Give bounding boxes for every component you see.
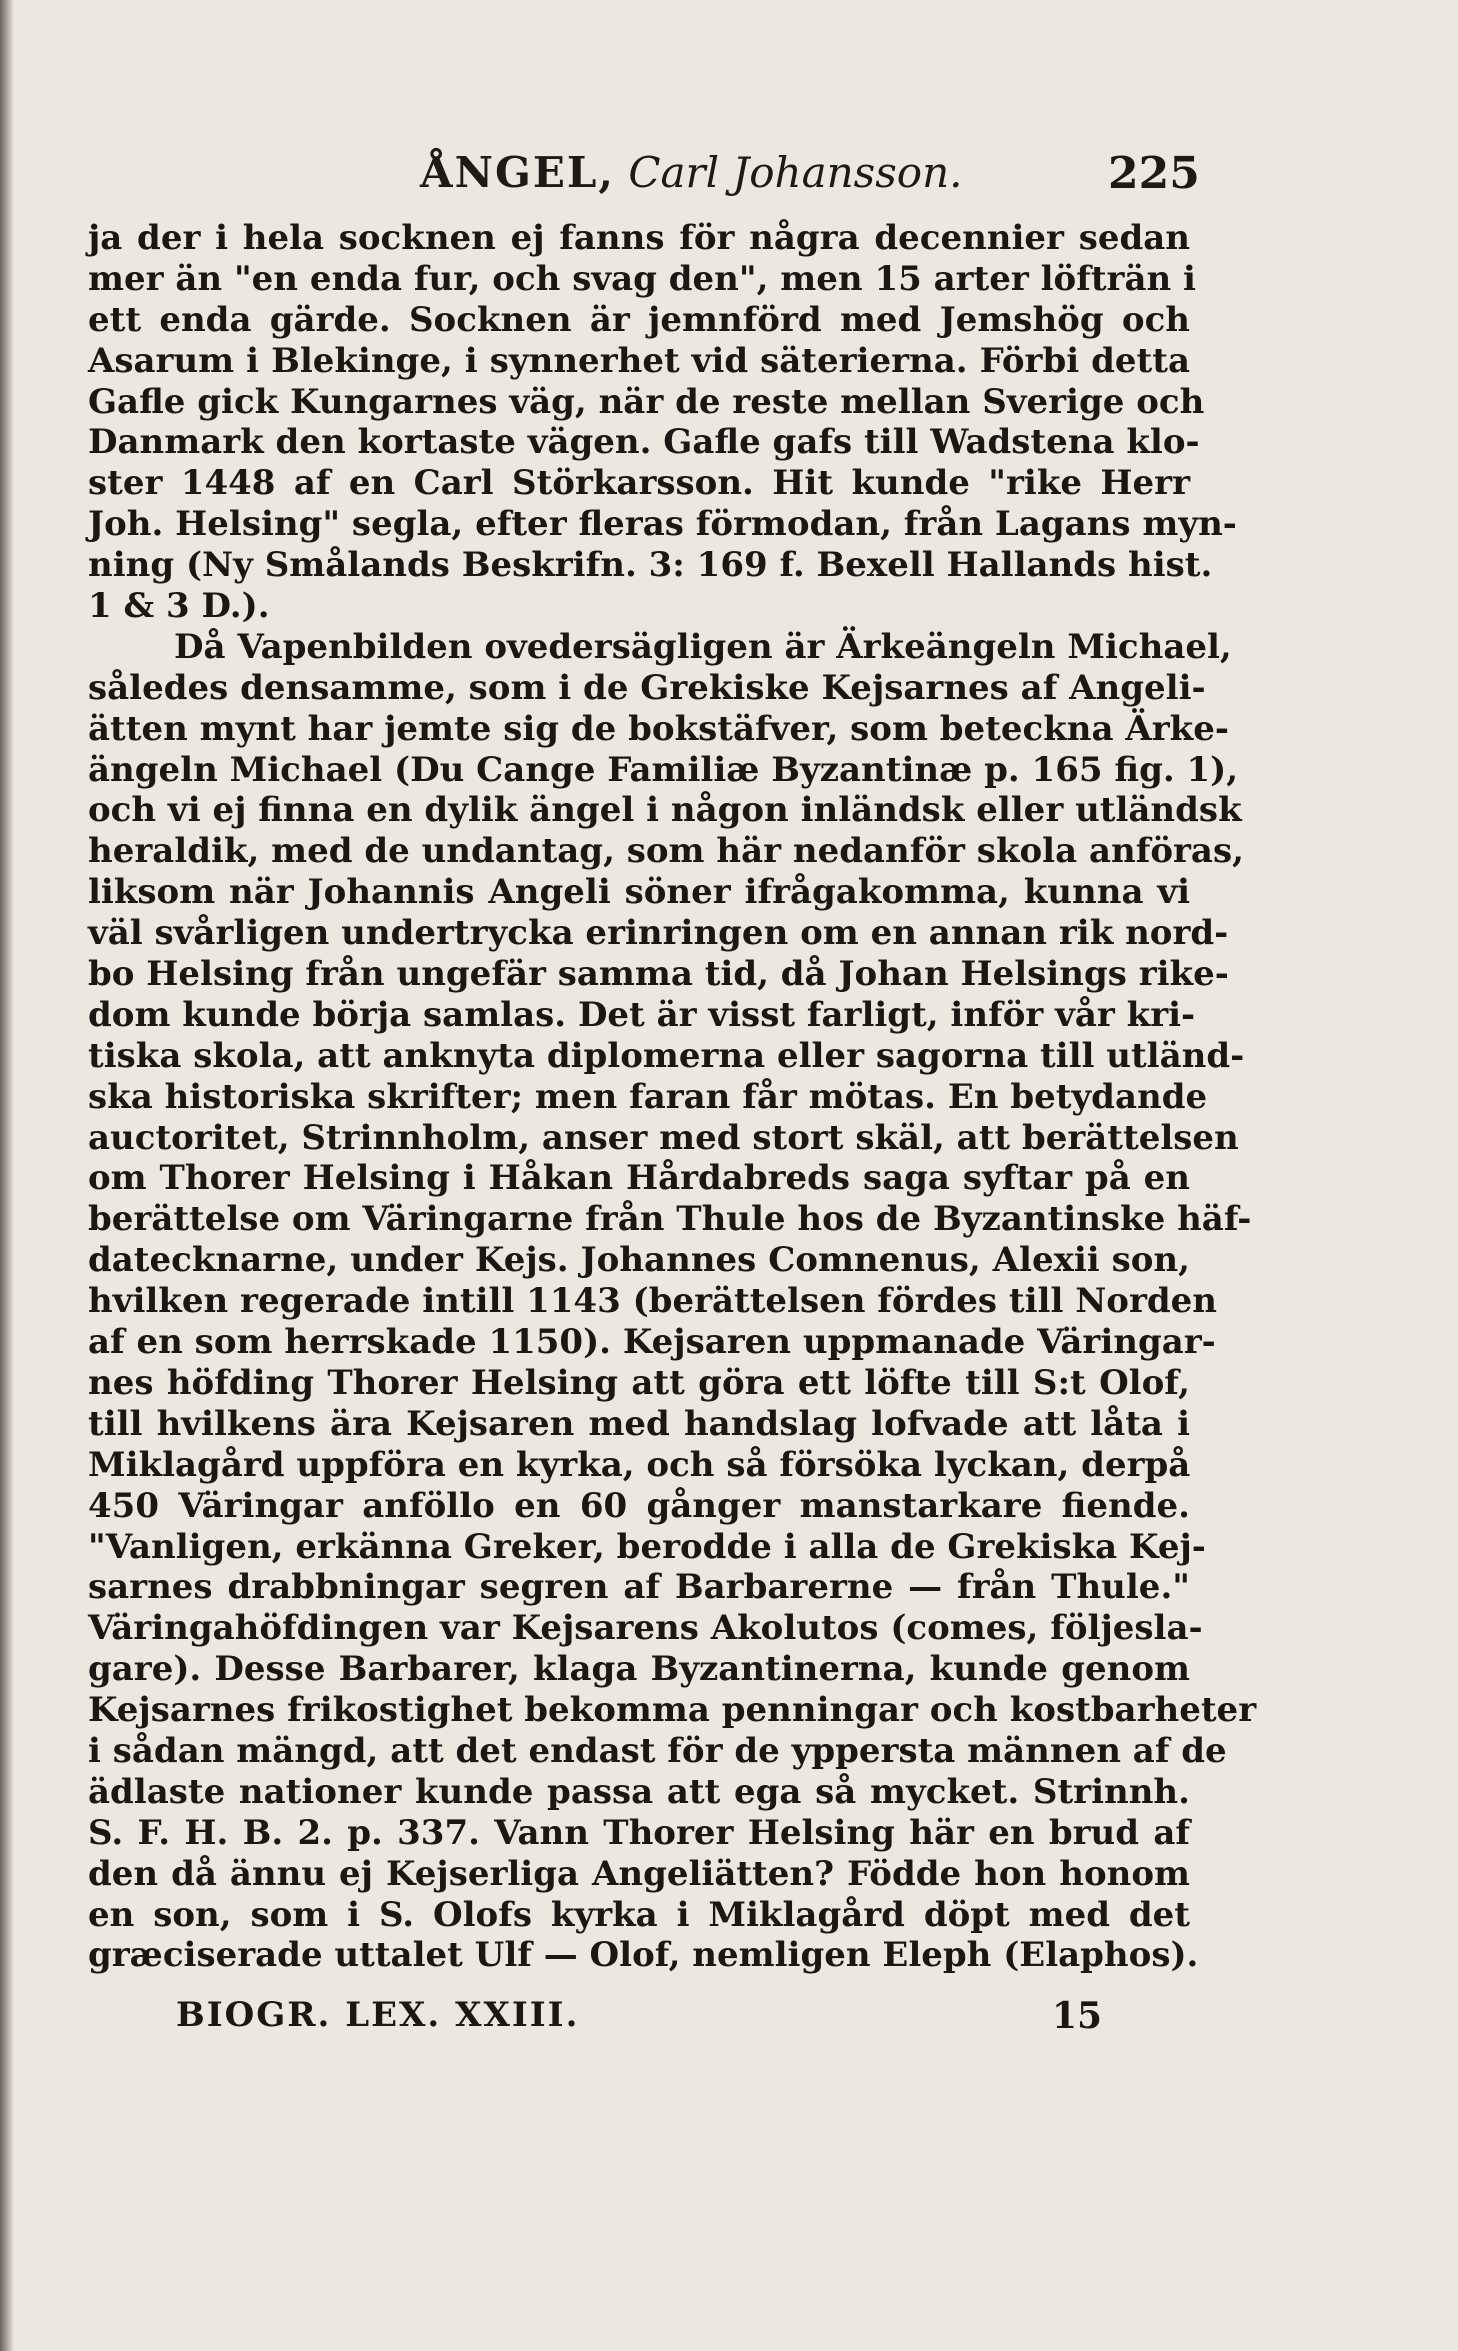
text-line: ning (Ny Smålands Beskrifn. 3: 169 f. Bexell Hallands hist.: [88, 545, 1213, 586]
text-line: ska historiska skrifter; men faran får mötas. En betydande: [88, 1076, 1208, 1117]
text-line: om Thorer Helsing i Håkan Hårdabreds saga syftar på en: [88, 1158, 1190, 1199]
text-line: auctoritet, Strinnholm, anser med stort skäl, att berättelsen: [88, 1117, 1239, 1158]
text-line: Miklagård uppföra en kyrka, och så försöka lyckan, derpå: [88, 1444, 1191, 1485]
page-number: 225: [1108, 148, 1200, 199]
signature-footer: [0, 1995, 1458, 2045]
text-line: liksom när Johannis Angeli söner ifrågakomma, kunna vi: [88, 872, 1190, 913]
text-line: af en som herrskade 1150). Kejsaren uppmanade Väringar-: [88, 1322, 1216, 1363]
text-line: och vi ej finna en dylik ängel i någon inländsk eller utländsk: [88, 790, 1242, 831]
text-line: således densamme, som i de Grekiske Kejsarnes af Angeli-: [88, 667, 1206, 708]
text-line: ädlaste nationer kunde passa att ega så mycket. Strinnh.: [88, 1771, 1190, 1812]
header-given-name: Carl Johansson.: [628, 148, 963, 197]
text-line: ängeln Michael (Du Cange Familiæ Byzantinæ p. 165 fig. 1),: [88, 749, 1239, 790]
header-title: [420, 148, 962, 197]
text-line: 1 & 3 D.).: [88, 586, 270, 627]
text-line: väl svårligen undertrycka erinringen om en annan rik nord-: [88, 913, 1229, 954]
text-line: datecknarne, under Kejs. Johannes Comnenus, Alexii son,: [88, 1240, 1190, 1281]
sheet-number: 15: [1052, 1995, 1103, 2037]
text-line: gare). Desse Barbarer, klaga Byzantinerna, kunde genom: [88, 1649, 1190, 1690]
text-line: bo Helsing från ungefär samma tid, då Johan Helsings rike-: [88, 954, 1229, 995]
running-header: [0, 148, 1458, 208]
body-text: [88, 218, 1257, 1976]
text-line: hvilken regerade intill 1143 (berättelsen fördes till Norden: [88, 1281, 1217, 1322]
text-line: tiska skola, att anknyta diplomerna eller sagorna till utländ-: [88, 1035, 1245, 1076]
text-line: dom kunde börja samlas. Det är visst farligt, inför vår kri-: [88, 994, 1196, 1035]
text-line: "Vanligen, erkänna Greker, berodde i alla de Grekiska Kej-: [88, 1526, 1206, 1567]
text-line: Väringahöfdingen var Kejsarens Akolutos (comes, följesla-: [88, 1608, 1203, 1649]
text-line: Danmark den kortaste vägen. Gafle gafs till Wadstena klo-: [88, 422, 1200, 463]
text-line: sarnes drabbningar segren af Barbarerne — från Thule.": [88, 1567, 1190, 1608]
text-line: till hvilkens ära Kejsaren med handslag lofvade att låta i: [88, 1403, 1190, 1444]
text-line: mer än "en enda fur, och svag den", men 15 arter löfträn i: [88, 258, 1196, 299]
text-line: Kejsarnes frikostighet bekomma penningar och kostbarheter: [88, 1690, 1257, 1731]
text-line: Joh. Helsing" segla, efter fleras förmodan, från Lagans myn-: [88, 504, 1237, 545]
text-line: en son, som i S. Olofs kyrka i Miklagård döpt med det: [88, 1894, 1190, 1935]
text-line: ätten mynt har jemte sig de bokstäfver, som beteckna Ärke-: [88, 708, 1229, 749]
sheet-signature: BIOGR. LEX. XXIII.: [176, 1995, 580, 2035]
text-line: ja der i hela socknen ej fanns för några decennier sedan: [88, 218, 1190, 258]
text-line: Då Vapenbilden ovedersägligen är Ärkeängeln Michael,: [174, 626, 1232, 667]
text-line: nes höfding Thorer Helsing att göra ett löfte till S:t Olof,: [88, 1362, 1190, 1403]
header-surname: ÅNGEL,: [420, 148, 616, 197]
text-line: berättelse om Väringarne från Thule hos de Byzantinske häf-: [88, 1199, 1252, 1240]
text-line: græciserade uttalet Ulf — Olof, nemligen Eleph (Elaphos).: [88, 1935, 1199, 1976]
text-line: Asarum i Blekinge, i synnerhet vid säterierna. Förbi detta: [88, 340, 1190, 381]
text-line: ster 1448 af en Carl Störkarsson. Hit kunde "rike Herr: [88, 463, 1190, 504]
text-line: den då ännu ej Kejserliga Angeliätten? Födde hon honom: [88, 1853, 1190, 1894]
text-line: S. F. H. B. 2. p. 337. Vann Thorer Helsing här en brud af: [88, 1812, 1190, 1853]
text-line: heraldik, med de undantag, som här nedanför skola anföras,: [88, 831, 1244, 872]
text-line: i sådan mängd, att det endast för de yppersta männen af de: [88, 1730, 1227, 1771]
text-line: Gafle gick Kungarnes väg, när de reste mellan Sverige och: [88, 381, 1205, 422]
text-line: ett enda gärde. Socknen är jemnförd med Jemshög och: [88, 299, 1190, 340]
text-line: 450 Väringar anföllo en 60 gånger manstarkare fiende.: [88, 1485, 1190, 1526]
